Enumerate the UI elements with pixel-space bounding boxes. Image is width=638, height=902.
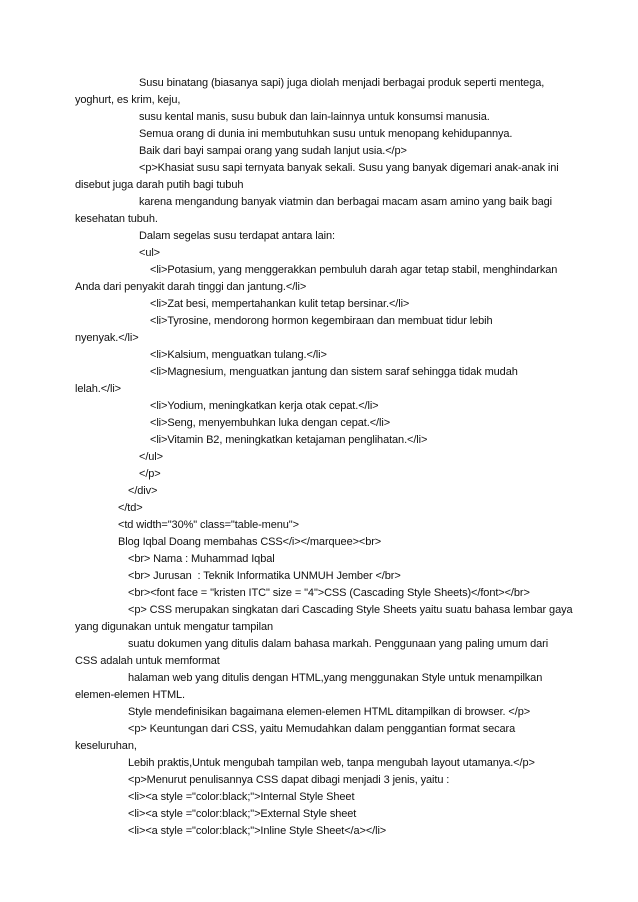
text-line: <li>Potasium, yang menggerakkan pembuluh darah agar tetap stabil, menghindarkan xyxy=(150,264,558,276)
text-line: kesehatan tubuh. xyxy=(75,213,158,225)
text-line: </ul> xyxy=(139,451,163,463)
text-line: susu kental manis, susu bubuk dan lain-lainnya untuk konsumsi manusia. xyxy=(139,111,490,123)
text-line: nyenyak.</li> xyxy=(75,332,139,344)
text-line: Baik dari bayi sampai orang yang sudah lanjut usia.</p> xyxy=(139,145,407,157)
text-line: </div> xyxy=(128,485,158,497)
text-line: <li>Kalsium, menguatkan tulang.</li> xyxy=(150,349,327,361)
text-line: <br><font face = "kristen ITC" size = "4">CSS (Cascading Style Sheets)</font></br> xyxy=(128,587,530,599)
text-line: karena mengandung banyak viatmin dan berbagai macam asam amino yang baik bagi xyxy=(139,196,553,208)
text-line: <p> CSS merupakan singkatan dari Cascading Style Sheets yaitu suatu bahasa lembar gaya xyxy=(128,604,573,616)
text-line: <li>Zat besi, mempertahankan kulit tetap bersinar.</li> xyxy=(150,298,410,310)
text-line: <br> Nama : Muhammad Iqbal xyxy=(128,553,275,565)
text-line: lelah.</li> xyxy=(75,383,121,395)
text-line: Semua orang di dunia ini membutuhkan susu untuk menopang kehidupannya. xyxy=(139,128,513,140)
text-line: <br> Jurusan : Teknik Informatika UNMUH Jember </br> xyxy=(128,570,401,582)
text-line: Blog Iqbal Doang membahas CSS</i></marquee><br> xyxy=(118,536,382,548)
text-line: halaman web yang ditulis dengan HTML,yang menggunakan Style untuk menampilkan xyxy=(128,672,543,684)
text-line: <ul> xyxy=(139,247,161,259)
text-line: </td> xyxy=(118,502,143,514)
text-line: Dalam segelas susu terdapat antara lain: xyxy=(139,230,335,242)
text-line: <p> Keuntungan dari CSS, yaitu Memudahkan dalam penggantian format secara xyxy=(128,723,516,735)
text-line: Susu binatang (biasanya sapi) juga diolah menjadi berbagai produk seperti mentega, xyxy=(139,77,545,89)
text-line: </p> xyxy=(139,468,161,480)
text-line: <p>Khasiat susu sapi ternyata banyak sekali. Susu yang banyak digemari anak-anak ini xyxy=(139,162,559,174)
text-line: <li>Seng, menyembuhkan luka dengan cepat.</li> xyxy=(150,417,391,429)
text-line: <li>Magnesium, menguatkan jantung dan sistem saraf sehingga tidak mudah xyxy=(150,366,518,378)
text-line: CSS adalah untuk memformat xyxy=(75,655,220,667)
text-line: <li>Tyrosine, mendorong hormon kegembiraan dan membuat tidur lebih xyxy=(150,315,493,327)
text-line: <p>Menurut penulisannya CSS dapat dibagi menjadi 3 jenis, yaitu : xyxy=(128,774,450,786)
text-line: elemen-elemen HTML. xyxy=(75,689,185,701)
text-line: Style mendefinisikan bagaimana elemen-elemen HTML ditampilkan di browser. </p> xyxy=(128,706,531,718)
text-line: Anda dari penyakit darah tinggi dan jantung.</li> xyxy=(75,281,307,293)
text-line: yang digunakan untuk mengatur tampilan xyxy=(75,621,274,633)
text-line: <li><a style ="color:black;">Internal Style Sheet xyxy=(128,791,355,803)
text-line: yoghurt, es krim, keju, xyxy=(75,94,181,106)
text-line: <li><a style ="color:black;">Inline Style Sheet</a></li> xyxy=(128,825,387,837)
text-line: suatu dokumen yang ditulis dalam bahasa markah. Penggunaan yang paling umum dari xyxy=(128,638,549,650)
text-line: Lebih praktis,Untuk mengubah tampilan web, tanpa mengubah layout utamanya.</p> xyxy=(128,757,535,769)
text-line: disebut juga darah putih bagi tubuh xyxy=(75,179,244,191)
text-line: <li><a style ="color:black;">External Style sheet xyxy=(128,808,357,820)
text-line: <li>Vitamin B2, meningkatkan ketajaman penglihatan.</li> xyxy=(150,434,428,446)
text-line: <li>Yodium, meningkatkan kerja otak cepat.</li> xyxy=(150,400,379,412)
text-line: keseluruhan, xyxy=(75,740,137,752)
text-line: <td width="30%" class="table-menu"> xyxy=(118,519,299,531)
